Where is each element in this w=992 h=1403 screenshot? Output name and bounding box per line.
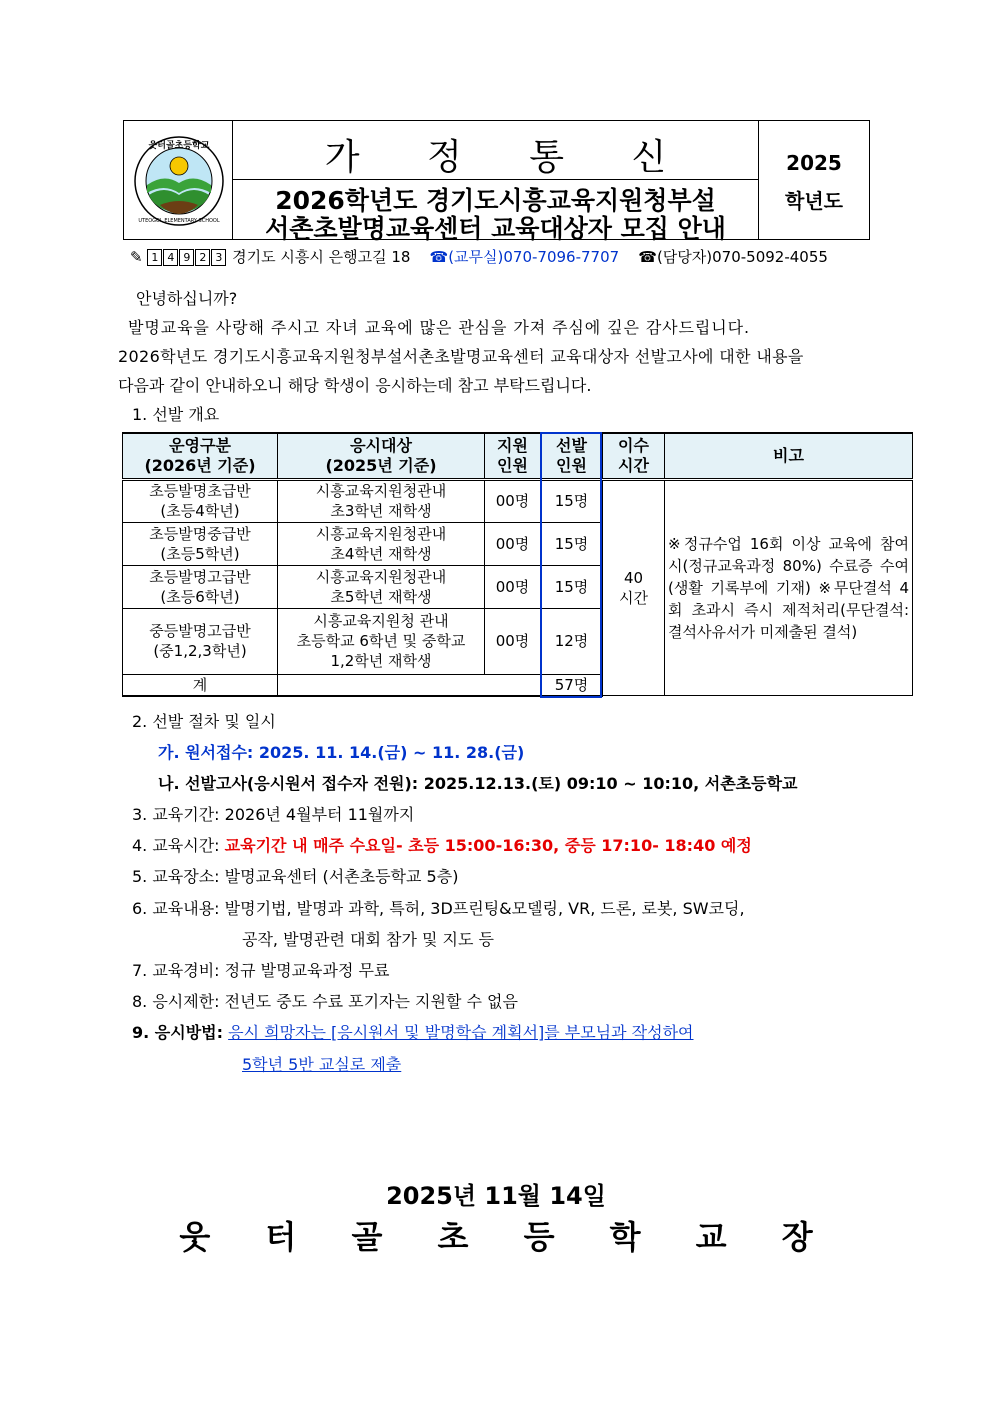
zip-digit: 9: [179, 249, 194, 266]
header-selected: 선발 인원: [541, 433, 603, 479]
section-1-title: 1. 선발 개요: [132, 405, 220, 424]
school-year-label: 학년도: [785, 189, 843, 213]
section-2-b: 나. 선발고사(응시원서 접수자 전원): 2025.12.13.(토) 09:10 ~ 10:10, 서촌초등학교: [158, 774, 798, 793]
table-row: 초등발명고급반 (초등6학년) 시흥교육지원청관내 초5학년 재학생 00명 15명: [123, 565, 913, 608]
school-year: 2025: [786, 151, 842, 175]
item-6: 6. 교육내용: 발명기법, 발명과 과학, 특허, 3D프린팅&모델링, VR, 드론, 로봇, SW코딩,: [132, 899, 745, 918]
header-hours: 이수 시간: [603, 433, 665, 479]
office-phone: ☎(교무실)070-7096-7707: [429, 248, 620, 266]
intro-line-2: 2026학년도 경기도시흥교육지원청부설서촌초발명교육센터 교육대상자 선발고사에 대한 내용을: [118, 347, 804, 366]
table-row: 중등발명고급반 (중1,2,3학년) 시흥교육지원청 관내 초등학교 6학년 및 중학교 1,2학년 재학생 00명 12명: [123, 608, 913, 674]
intro-line-1: 발명교육을 사랑해 주시고 자녀 교육에 많은 관심을 가져 주심에 깊은 감사드립니다.: [128, 318, 750, 337]
section-2-a: 가. 원서접수: 2025. 11. 14.(금) ~ 11. 28.(금): [158, 743, 525, 762]
title-divider: [233, 179, 758, 180]
header-category: 운영구분 (2026년 기준): [123, 433, 278, 479]
intro-line-3: 다음과 같이 안내하오니 해당 학생이 응시하는데 참고 부탁드립니다.: [118, 376, 592, 395]
item-6-cont: 공작, 발명관련 대회 참가 및 지도 등: [242, 930, 494, 949]
note-cell: ※정규수업 16회 이상 교육에 참여 시(정규교육과정 80%) 수료증 수여(생활 기록부에 기재) ※무단결석 4회 초과시 즉시 제적처리(무단결석: 결석사유서가 미제출된 결석): [665, 479, 913, 696]
zip-digit: 2: [195, 249, 210, 266]
letter-subtitle-line1: 2026학년도 경기도시흥교육지원청부설: [275, 186, 716, 215]
logo-cell: [124, 121, 233, 239]
selection-table: [122, 432, 913, 697]
header-target: 응시대상 (2025년 기준): [278, 433, 485, 479]
logo-text-bottom: UTEOGOL ELEMENTARY SCHOOL: [138, 218, 220, 224]
section-2-title: 2. 선발 절차 및 일시: [132, 712, 276, 731]
item-9-cont: 5학년 5반 교실로 제출: [242, 1055, 402, 1074]
header-note: 비고: [665, 433, 913, 479]
item-3: 3. 교육기간: 2026년 4월부터 11월까지: [132, 805, 415, 824]
letter-date: 2025년 11월 14일: [386, 1182, 606, 1210]
manager-phone: ☎(담당자)070-5092-4055: [638, 248, 828, 266]
hours-cell: 40 시간: [603, 479, 665, 696]
item-5: 5. 교육장소: 발명교육센터 (서촌초등학교 5층): [132, 867, 459, 886]
letter-header: [123, 120, 870, 243]
table-row: 초등발명중급반 (초등5학년) 시흥교육지원청관내 초4학년 재학생 00명 15명: [123, 522, 913, 565]
zip-digit: 3: [211, 249, 226, 266]
year-cell: [759, 121, 869, 239]
item-7: 7. 교육경비: 정규 발명교육과정 무료: [132, 961, 390, 980]
title-cell: [233, 121, 759, 243]
address-line: [130, 246, 828, 267]
zip-digit: 1: [147, 249, 162, 266]
table-total-row: 계 57명: [123, 674, 913, 696]
table-row: 초등발명초급반 (초등4학년) 시흥교육지원청관내 초3학년 재학생 00명 15명 40 시간 ※정규수업 16회 이상 교육에 참여 시(정규교육과정 80%) 수료증 수여(생활 기록부에 기재) ※무단결석 4회 초과시 즉시 제적처리(무단결석: 결석사유서가 미제출된 결석): [123, 479, 913, 522]
zip-digit: 4: [163, 249, 178, 266]
mail-icon: ✎: [130, 248, 143, 266]
item-9: 9. 응시방법: 응시 희망자는 [응시원서 및 발명학습 계획서]를 부모님과 작성하여: [132, 1023, 694, 1042]
letter-title: 가 정 통 신: [324, 137, 695, 178]
item-4: 4. 교육시간: 교육기간 내 매주 수요일- 초등 15:00-16:30, 중등 17:10- 18:40 예정: [132, 836, 752, 855]
school-logo: [124, 121, 233, 239]
letter-subtitle-line2: 서촌초발명교육센터 교육대상자 모집 안내: [265, 214, 726, 243]
school-address: 경기도 시흥시 은행고길 18: [232, 248, 411, 266]
greeting: 안녕하십니까?: [136, 289, 238, 308]
item-8: 8. 응시제한: 전년도 중도 수료 포기자는 지원할 수 없음: [132, 992, 518, 1011]
header-applicants: 지원 인원: [485, 433, 541, 479]
logo-text-top: 웃터골초등학교: [148, 141, 210, 151]
principal-signature: 웃 터 골 초 등 학 교 장: [179, 1218, 835, 1256]
